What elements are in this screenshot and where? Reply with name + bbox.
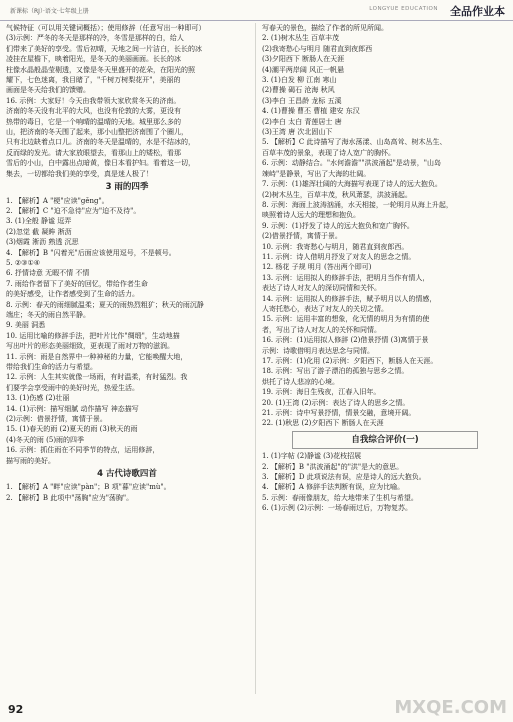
- answer-line: 气候特征（可以用关键词概括）；使用修辞（任意写出一种即可）: [6, 24, 206, 32]
- answer-line: 竦峙"是静景，写出了大海的壮阔。: [262, 169, 371, 178]
- answer-line: 14. 示例：运用拟人的修辞手法，赋予明月以人的情感，: [262, 294, 437, 303]
- answer-line: 10. 运用比喻的修辞手法，把叶片比作"绸缎"，生动地描: [6, 331, 180, 340]
- answer-line: 18. 示例：写出了游子漂泊的孤独与思乡之情。: [262, 367, 409, 376]
- answer-line: 表达了诗人对友人的深切同情和关怀。: [262, 284, 381, 293]
- header-right: 全品作业本: [450, 5, 505, 18]
- header-right-small: LONGYUE EDUCATION: [369, 6, 438, 12]
- answer-line: 雪后的小山，白中露出点暗黄，像日本看护妇。看着这一切，: [6, 159, 195, 168]
- answer-line: 百草丰茂的景象，表现了诗人宽广的胸怀。: [262, 148, 395, 157]
- answer-line: 1. (1)字帖 (2)静谧 (3)花枝招展: [262, 452, 362, 461]
- answer-line: (3)夕阳西下 断肠人在天涯: [262, 55, 345, 64]
- answer-line: (2)借景抒情，寓情于景。: [262, 232, 342, 241]
- answer-line: 写出叶片的形态美丽细致，更表现了雨对万物的滋润。: [6, 342, 174, 351]
- page-header: [0, 0, 513, 21]
- answer-line: 济南的冬天没有北平的大风，也没有伦敦的大雾，更没有: [6, 107, 181, 116]
- answer-line: (3)烟霞 淅沥 熟透 沉思: [6, 238, 79, 247]
- answer-line: (2)树木丛生，百草丰茂，秋风萧瑟，洪波涌起。: [262, 190, 412, 199]
- answer-line: 19. 示例：海日生残夜，江春入旧年。: [262, 388, 381, 397]
- answer-line: 11. 示例：诗人借明月抒发了对友人的思念之情。: [262, 252, 416, 261]
- page-number: 92: [8, 703, 24, 716]
- answer-line: 们要学会享受雨中的美好时光，热爱生活。: [6, 383, 139, 392]
- answer-line: 3. (1)白发 柳 江南 寒山: [262, 76, 337, 85]
- answer-line: 3. 【解析】D 此项说法有误，应是诗人的远大抱负。: [262, 473, 426, 482]
- answer-line: 15. (1)春天的雨 (2)夏天的雨 (3)秋天的雨: [6, 425, 138, 434]
- answer-line: 7. 雨给作者留下了美好的回忆，带给作者生命: [6, 279, 148, 288]
- answer-line: 12. 杨花 子规 明月 (答出两个即可): [262, 263, 372, 272]
- answer-line: 只有北边缺着点口儿。济南的冬天是温晴的，水是不结冰的，: [6, 138, 195, 147]
- answer-line: 20. (1)王湾 (2)示例：表达了诗人的思乡之情。: [262, 398, 410, 407]
- watermark: MXQE.COM: [394, 697, 507, 718]
- answer-line: 凌挂在屋檐下，映着阳光，是冬天的美丽画面。长长的冰: [6, 55, 181, 64]
- answer-line: 16. 示例：(1)运用拟人修辞 (2)借景抒情 (3)寓情于景: [262, 336, 429, 345]
- answer-line: 1. 【解析】A "畔"应读"pàn"；B 项"暮"应读"mù"。: [6, 483, 171, 492]
- answer-line: 耀下，七色迷离，我目睹了，"千树万树梨花开"，美丽的: [6, 76, 181, 85]
- section-title-3: 3 雨的四季: [105, 182, 149, 193]
- answer-line: 画面是冬天给我们的馈赠。: [6, 86, 90, 95]
- right-column: [262, 23, 508, 694]
- answer-line: (2)忽觉 截 凝眸 淅沥: [6, 227, 72, 236]
- answer-line: 9. 示例：(1)抒发了诗人的远大抱负和宽广胸怀。: [262, 221, 414, 230]
- answer-line: 4. 【解析】B "闪着光"后面应该使用逗号，不是顿号。: [6, 248, 176, 257]
- answer-line: 写春天的景色，描绘了作者的所见所闻。: [262, 24, 388, 32]
- answer-line: 2. 【解析】C "迫不急待"应为"迫不及待"。: [6, 206, 141, 215]
- answer-line: 6. (1)示例 (2)示例：一场春雨过后，万物复苏。: [262, 504, 412, 513]
- answer-line: 3. (1)全般 静谧 逗弄: [6, 217, 72, 226]
- answer-line: (2)曹操 碣石 沧海 秋风: [262, 86, 335, 95]
- answer-line: 们带来了美好的享受。雪后初晴，天地之间一片洁白，长长的冰: [6, 44, 202, 53]
- answer-line: 12. 示例：人生其实就像一场雨，有时温柔，有时猛烈。我: [6, 373, 188, 382]
- answer-line: 烘托了诗人悲凉的心境。: [262, 377, 339, 386]
- answer-line: 集去，一切都给我们美的享受，真是迷人极了！: [6, 169, 153, 178]
- answer-line: 5. ②③①④: [6, 258, 41, 267]
- answer-line: 5. 示例：春雨像朋友，给大地带来了生机与希望。: [262, 493, 418, 502]
- answer-line: 6. 示例：动静结合。"水何澹澹""洪波涌起"是动景，"山岛: [262, 159, 442, 168]
- answer-line: 4. (1)曹操 曹丕 曹植 建安 东汉: [262, 107, 360, 116]
- left-column: [6, 23, 248, 694]
- answer-line: 映照着诗人远大的理想和抱负。: [262, 211, 360, 220]
- answer-line: 5. 【解析】C 此诗描写了海水荡漾、山岛高耸、树木丛生、: [262, 138, 447, 147]
- answer-line: (3)李白 王昌龄 龙标 五溪: [262, 96, 342, 105]
- answer-line: 4. 【解析】A 修辞手法判断有误，应为比喻。: [262, 483, 405, 492]
- answer-line: 描写雨的美好。: [6, 456, 55, 465]
- answer-line: 人寄托愁心，表达了对友人的关切之情。: [262, 304, 388, 313]
- answer-line: 端庄；冬天的雨自然平静。: [6, 310, 90, 319]
- answer-line: 1. 【解析】A "梗"应读"gěng"。: [6, 196, 109, 205]
- answer-line: 21. 示例：诗中写景抒情，情景交融，意境开阔。: [262, 409, 416, 418]
- answer-line: (4)潮平两岸阔 风正一帆悬: [262, 65, 345, 74]
- answer-line: 13. 示例：运用拟人的修辞手法，把明月当作有情人，: [262, 273, 430, 282]
- answer-line: (3)示例：严冬的冬天是那样的冷，冬雪是那样的白，给人: [6, 34, 184, 43]
- answer-line: 8. 示例：海面上波涛汹涌，水天相接，一轮明月从海上升起，: [262, 200, 453, 209]
- answer-line: 7. 示例：(1)雄浑壮阔的大海描写表现了诗人的远大抱负。: [262, 180, 442, 189]
- answer-line: 14. (1)示例：描写细腻 动作描写 神态描写: [6, 404, 139, 413]
- answer-line: 2. 【解析】B "洪波涌起"的"洪"是大的意思。: [262, 462, 404, 471]
- answer-line: 15. 示例：运用丰富的想象，化无情的明月为有情的使: [262, 315, 430, 324]
- answer-line: 示例：诗歌借明月表达思念与同情。: [262, 346, 374, 355]
- answer-line: 6. 抒情诗意 无暇不情 不情: [6, 269, 90, 278]
- column-divider: [255, 23, 256, 694]
- answer-line: 反而绿的发光。请大家放眼望去，看那山上的矮松，看那: [6, 148, 181, 157]
- answer-line: 13. (1)伤感 (2)壮丽: [6, 394, 70, 403]
- answer-line: 17. 示例：(1)化用 (2)示例：夕阳西下，断肠人在天涯。: [262, 357, 438, 365]
- answer-line: (2)我寄愁心与明月 随君直到夜郎西: [262, 44, 373, 53]
- answer-line: 热带的毒日，它是一个响晴的温晴的天地。城里那么多的: [6, 117, 181, 126]
- answer-line: (2)李白 太白 青莲居士 唐: [262, 117, 342, 126]
- answer-line: 8. 示例：春天的雨细腻温柔；夏天的雨热烈粗犷；秋天的雨沉静: [6, 300, 204, 309]
- answer-line: 9. 美丽 洞悉: [6, 321, 46, 330]
- section-title-4: 4 古代诗歌四首: [97, 469, 157, 480]
- answer-line: 山，把济南的冬天围了起来，那小山整把济南围了个圈儿，: [6, 128, 188, 137]
- answer-line: (3)王湾 唐 次北固山下: [262, 128, 333, 137]
- answer-line: (2)示例：借景抒情，寓情于景。: [6, 415, 107, 424]
- header-left: 新课标（RJ）·语文·七年级上册: [10, 8, 89, 15]
- answer-line: 带给我们生命的活力与希望。: [6, 363, 97, 371]
- answer-line: 者，写出了诗人对友人的关怀和同情。: [262, 325, 381, 334]
- answer-line: 10. 示例：我寄愁心与明月，随君直到夜郎西。: [262, 242, 409, 251]
- answer-line: 22. (1)秋思 (2)夕阳西下 断肠人在天涯: [262, 419, 384, 428]
- answer-line: 柱像水晶般晶莹剔透，又像是冬天里盛开的花朵，在阳光的照: [6, 65, 195, 74]
- answer-line: 11. 示例：雨是自然界中一种神秘的力量，它能唤醒大地，: [6, 352, 188, 361]
- answer-line: (4)冬天的雨 (5)雨的四季: [6, 435, 85, 444]
- answer-line: 的美好感受，让作者感受到了生命的活力。: [6, 290, 139, 299]
- section-title-review: 自我综合评价(一): [292, 431, 478, 449]
- answer-line: 16. 示例：大家好！今天由我带领大家欣赏冬天的济南。: [6, 96, 181, 105]
- answer-line: 2. 【解析】B 此项中"荡胸"应为"荡胸"。: [6, 493, 134, 502]
- answer-line: 16. 示例：抓住雨在不同季节的特点，运用修辞，: [6, 446, 160, 455]
- answer-line: 2. (1)树木丛生 百草丰茂: [262, 34, 340, 43]
